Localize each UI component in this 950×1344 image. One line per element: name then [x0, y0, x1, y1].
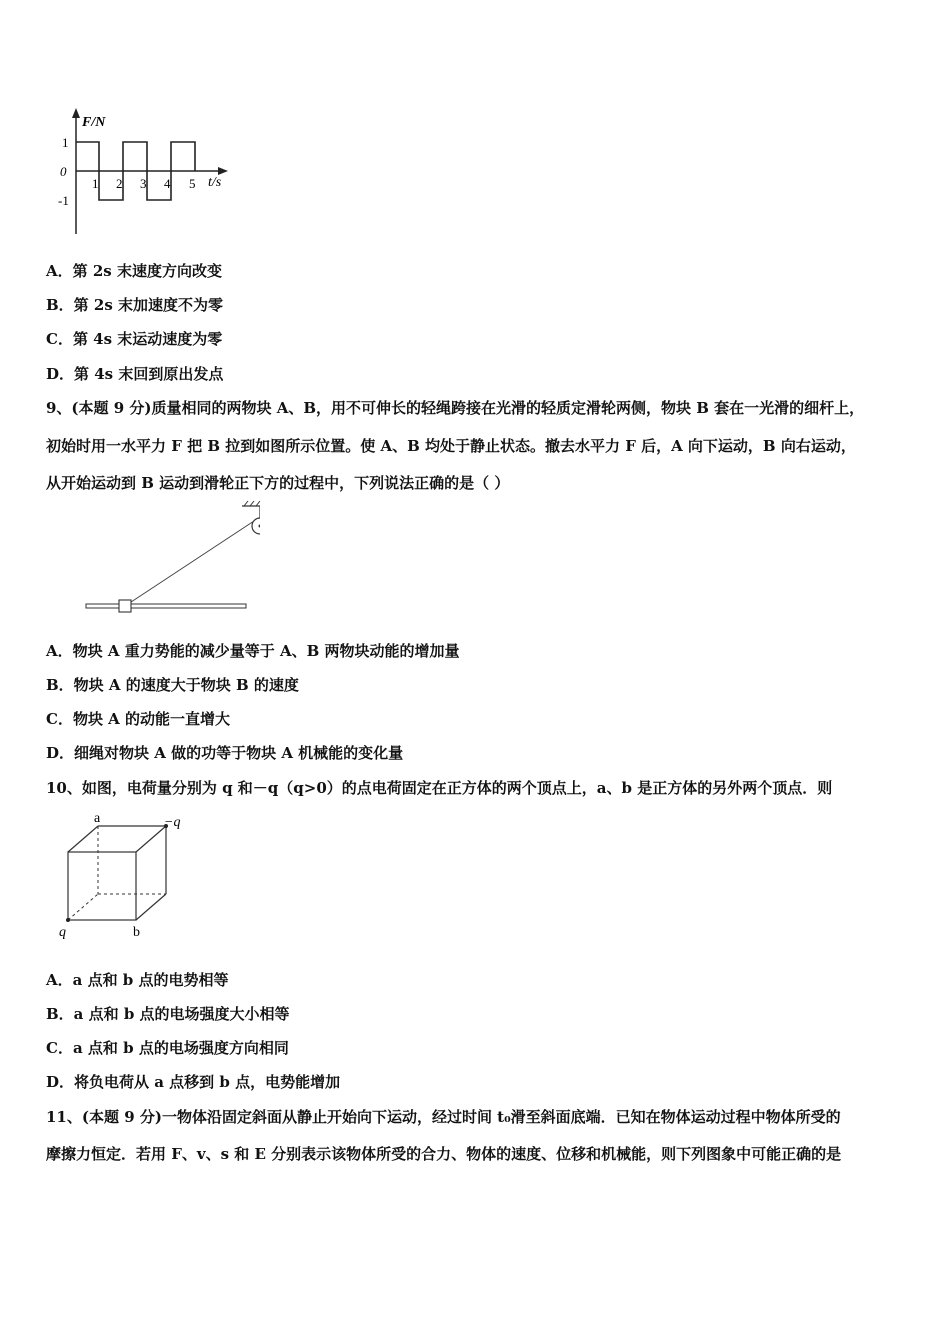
x-tick-2: 2: [116, 176, 123, 191]
cube-hidden-edge: [68, 894, 98, 920]
q8-option-a: A．第 2s 末速度方向改变: [46, 262, 222, 280]
q8-option-b: B．第 2s 末加速度不为零: [46, 296, 224, 314]
q10-option-d: D．将负电荷从 a 点移到 b 点，电势能增加: [46, 1073, 341, 1091]
q10-option-c: C．a 点和 b 点的电场强度方向相同: [46, 1039, 289, 1057]
rope-to-b: [125, 521, 254, 606]
block-b: [119, 600, 131, 612]
label-neg-q: −q: [164, 815, 181, 830]
y-tick-neg1: -1: [58, 193, 69, 208]
q8-option-c: C．第 4s 末运动速度为零: [46, 330, 223, 348]
x-tick-4: 4: [164, 176, 171, 191]
q9-option-a: A．物块 A 重力势能的减少量等于 A、B 两物块动能的增加量: [46, 642, 460, 660]
label-a: a: [94, 812, 101, 826]
q9-option-c: C．物块 A 的动能一直增大: [46, 710, 231, 728]
q9-stem-line-1: 9、(本题 9 分)质量相同的两物块 A、B，用不可伸长的轻绳跨接在光滑的轻质定滑轮两侧，物块 B 套在一光滑的细杆上，: [46, 399, 865, 417]
cube-edge: [136, 826, 166, 852]
q11-stem-line-1: 11、(本题 9 分)一物体沿固定斜面从静止开始向下运动，经过时间 t₀滑至斜面底端．已知在物体运动过程中物体所受的: [46, 1108, 841, 1126]
label-b: b: [133, 925, 140, 940]
rod: [86, 604, 246, 608]
force-time-graph: [52, 104, 237, 239]
y-axis-arrow-icon: [72, 108, 80, 118]
x-tick-1: 1: [92, 176, 99, 191]
x-axis-arrow-icon: [218, 167, 228, 175]
q8-option-d: D．第 4s 末回到原出发点: [46, 365, 224, 383]
pulley-diagram: [80, 500, 260, 620]
q9-option-d: D．细绳对物块 A 做的功等于物块 A 机械能的变化量: [46, 744, 404, 762]
x-tick-5: 5: [189, 176, 196, 191]
q9-stem-line-3: 从开始运动到 B 运动到滑轮正下方的过程中，下列说法正确的是（ ）: [46, 474, 510, 492]
q11-stem-line-2: 摩擦力恒定．若用 F、v、s 和 E 分别表示该物体所受的合力、物体的速度、位移和机械能，则下列图象中可能正确的是: [46, 1145, 842, 1163]
y-axis-label: F/N: [82, 115, 106, 130]
y-tick-1: 1: [62, 135, 69, 150]
cube-edge: [68, 826, 98, 852]
x-axis-label: t/s: [208, 175, 222, 190]
q10-stem-line-1: 10、如图，电荷量分别为 q 和－q（q>0）的点电荷固定在正方体的两个顶点上，a、b 是正方体的另外两个顶点．则: [46, 779, 833, 797]
cube-diagram: [56, 812, 196, 942]
q9-option-b: B．物块 A 的速度大于物块 B 的速度: [46, 676, 299, 694]
cube-edge: [136, 894, 166, 920]
x-tick-3: 3: [140, 176, 147, 191]
cube-front-face: [68, 852, 136, 920]
q10-option-b: B．a 点和 b 点的电场强度大小相等: [46, 1005, 290, 1023]
y-tick-0: 0: [60, 164, 67, 179]
q10-option-a: A．a 点和 b 点的电势相等: [46, 971, 229, 989]
label-q: q: [59, 925, 66, 940]
q9-stem-line-2: 初始时用一水平力 F 把 B 拉到如图所示位置。使 A、B 均处于静止状态。撤去水平力 F 后，A 向下运动，B 向右运动，: [46, 437, 856, 455]
charge-q-point: [66, 918, 70, 922]
